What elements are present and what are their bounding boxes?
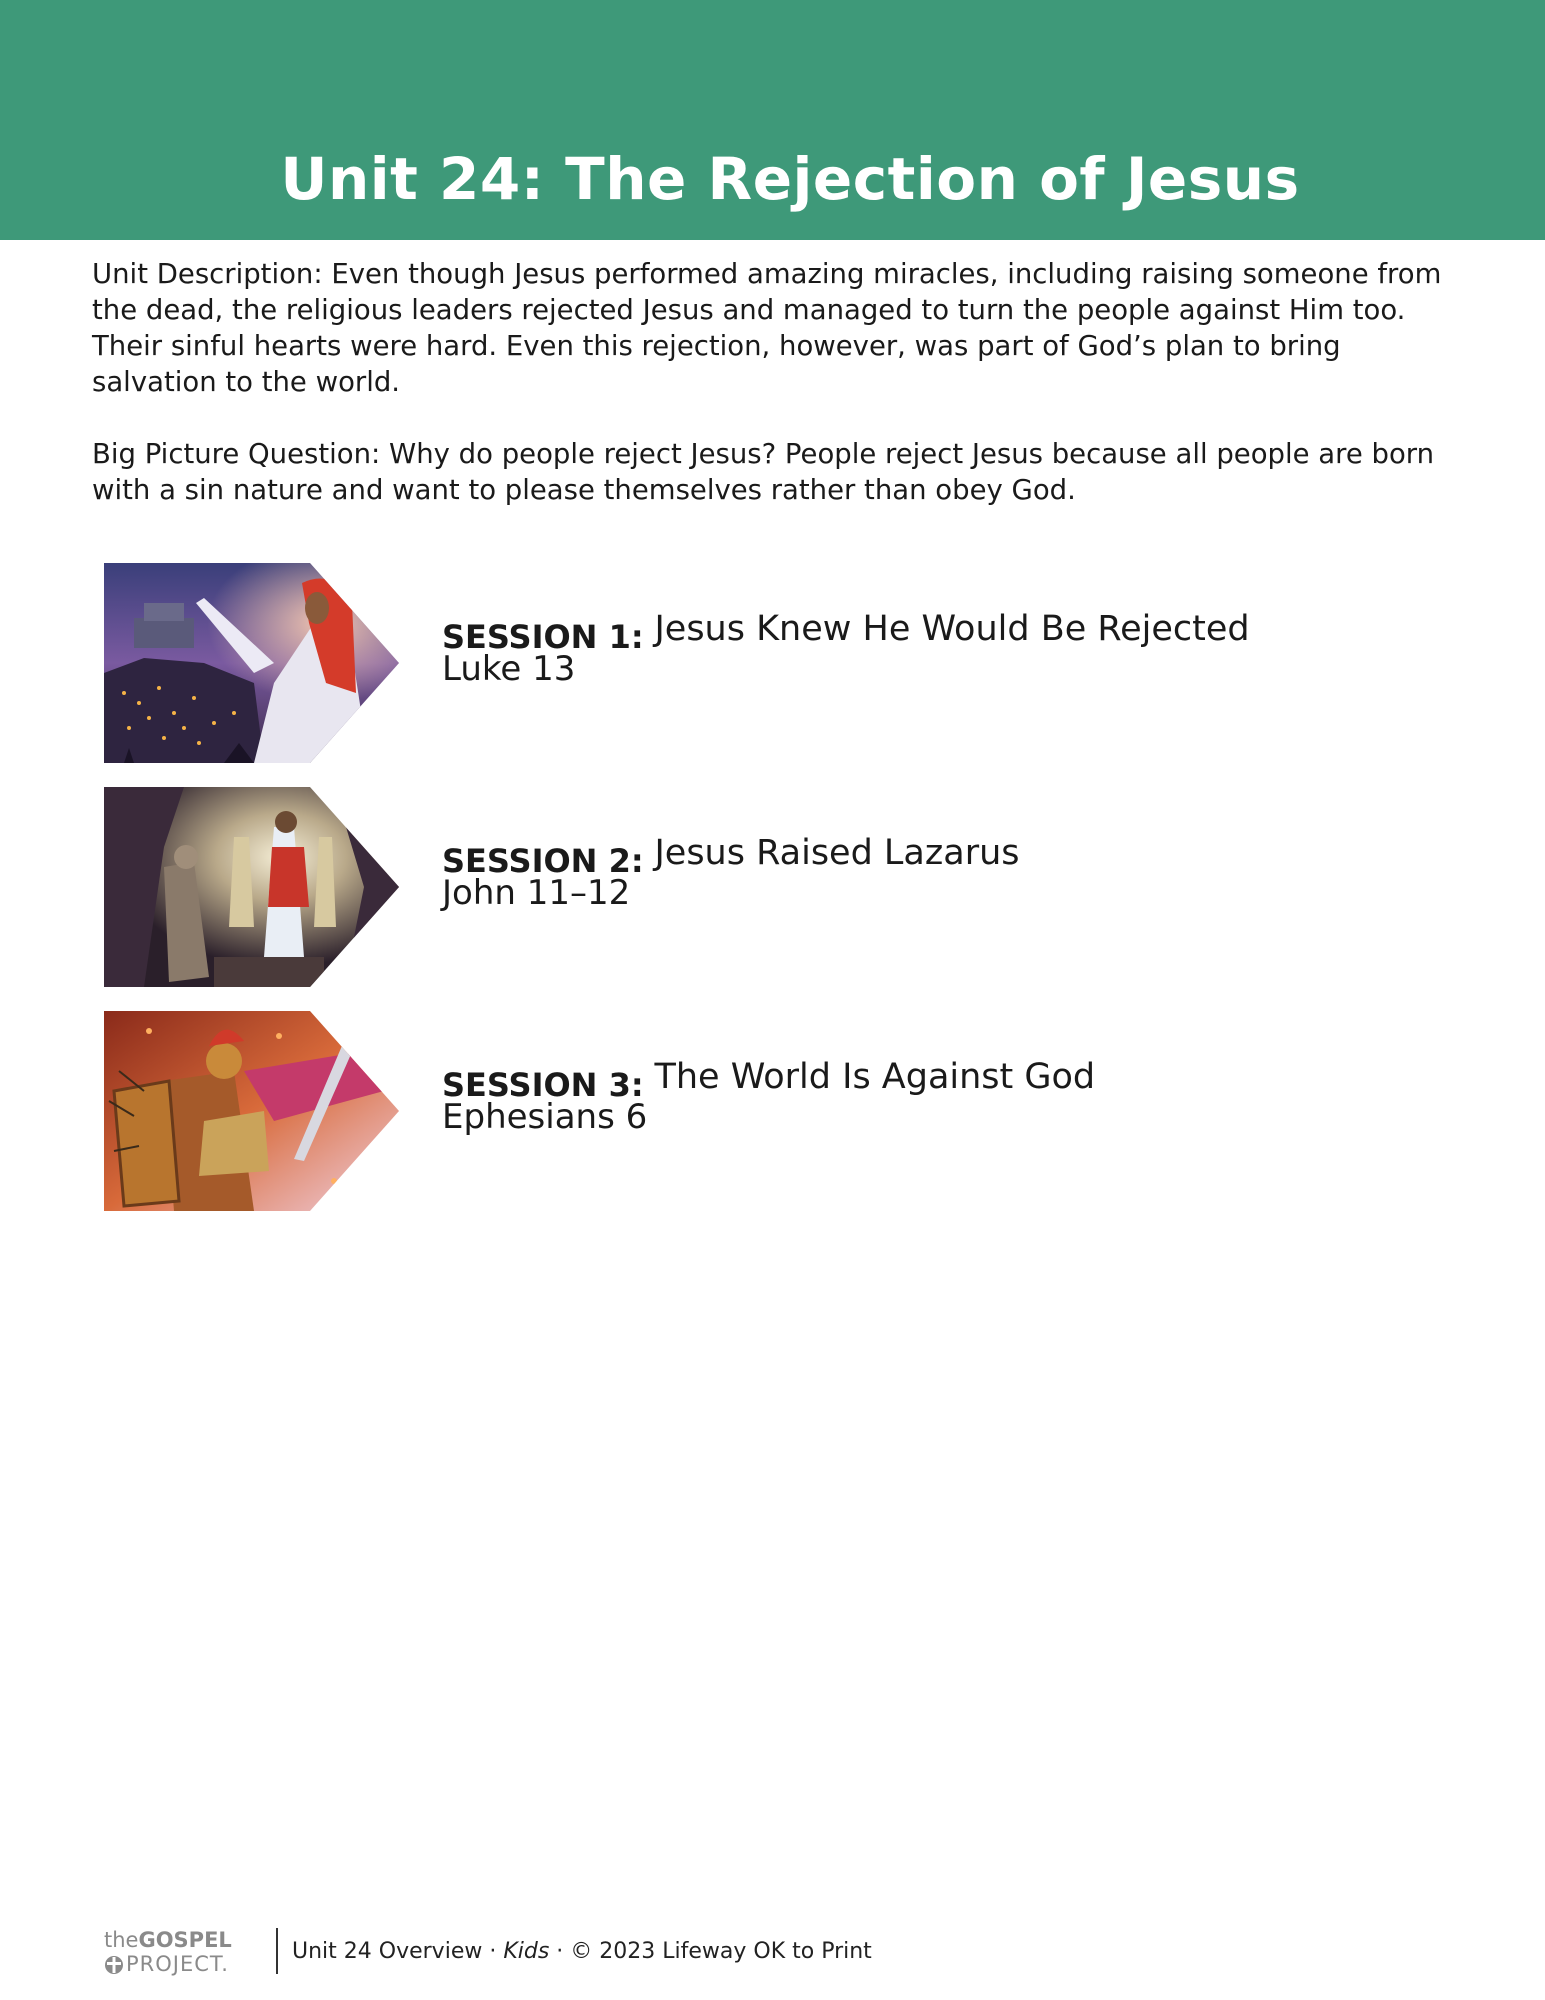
session-1-reference: Luke 13 [442,649,576,689]
session-3-reference: Ephesians 6 [442,1097,648,1137]
logo-project: PROJECT. [126,1952,229,1976]
session-3-label: SESSION 3: [442,1066,644,1104]
session-3-text [442,1057,1096,1137]
session-2-reference: John 11–12 [442,873,631,913]
globe-cross-icon [104,1955,124,1975]
gospel-project-logo [104,1928,264,1976]
session-1-text [442,609,1250,689]
header-band [0,0,1545,240]
logo-the: the [104,1928,139,1952]
session-2-title: Jesus Raised Lazarus [654,833,1020,873]
footer-text-italic: Kids [503,1939,550,1964]
big-picture-question-text: Why do people reject Jesus? People reject Jesus because all people are born with a sin nature and want to please themselves rather than obey God. [92,438,1435,506]
footer-divider [276,1928,278,1974]
big-picture-question [92,436,1472,508]
session-1-title: Jesus Knew He Would Be Rejected [654,609,1250,649]
unit-description-label: Unit Description: [92,258,323,290]
unit-description-text: Even though Jesus performed amazing miracles, including raising someone from the dead, the religious leaders rejected Jesus and managed to turn the people against Him too. Their sinful hearts were hard. Even this rejection, however, was part of God’s plan to bring salvation to the world. [92,258,1442,398]
session-2 [104,787,1404,987]
session-2-illustration [104,787,399,987]
session-3 [104,1011,1404,1211]
footer-text-after: · © 2023 Lifeway OK to Print [549,1939,872,1964]
unit-description [92,256,1472,400]
session-2-label: SESSION 2: [442,842,644,880]
session-2-text [442,833,1020,913]
logo-gospel: GOSPEL [138,1928,232,1952]
footer-text [292,1939,872,1964]
footer [104,1928,1304,1976]
session-1 [104,563,1404,763]
session-3-title: The World Is Against God [654,1057,1096,1097]
footer-text-before: Unit 24 Overview · [292,1939,504,1964]
session-3-illustration [104,1011,399,1211]
big-picture-question-label: Big Picture Question: [92,438,381,470]
session-1-illustration [104,563,399,763]
session-1-label: SESSION 1: [442,618,644,656]
unit-title: Unit 24: The Rejection of Jesus [280,145,1300,213]
